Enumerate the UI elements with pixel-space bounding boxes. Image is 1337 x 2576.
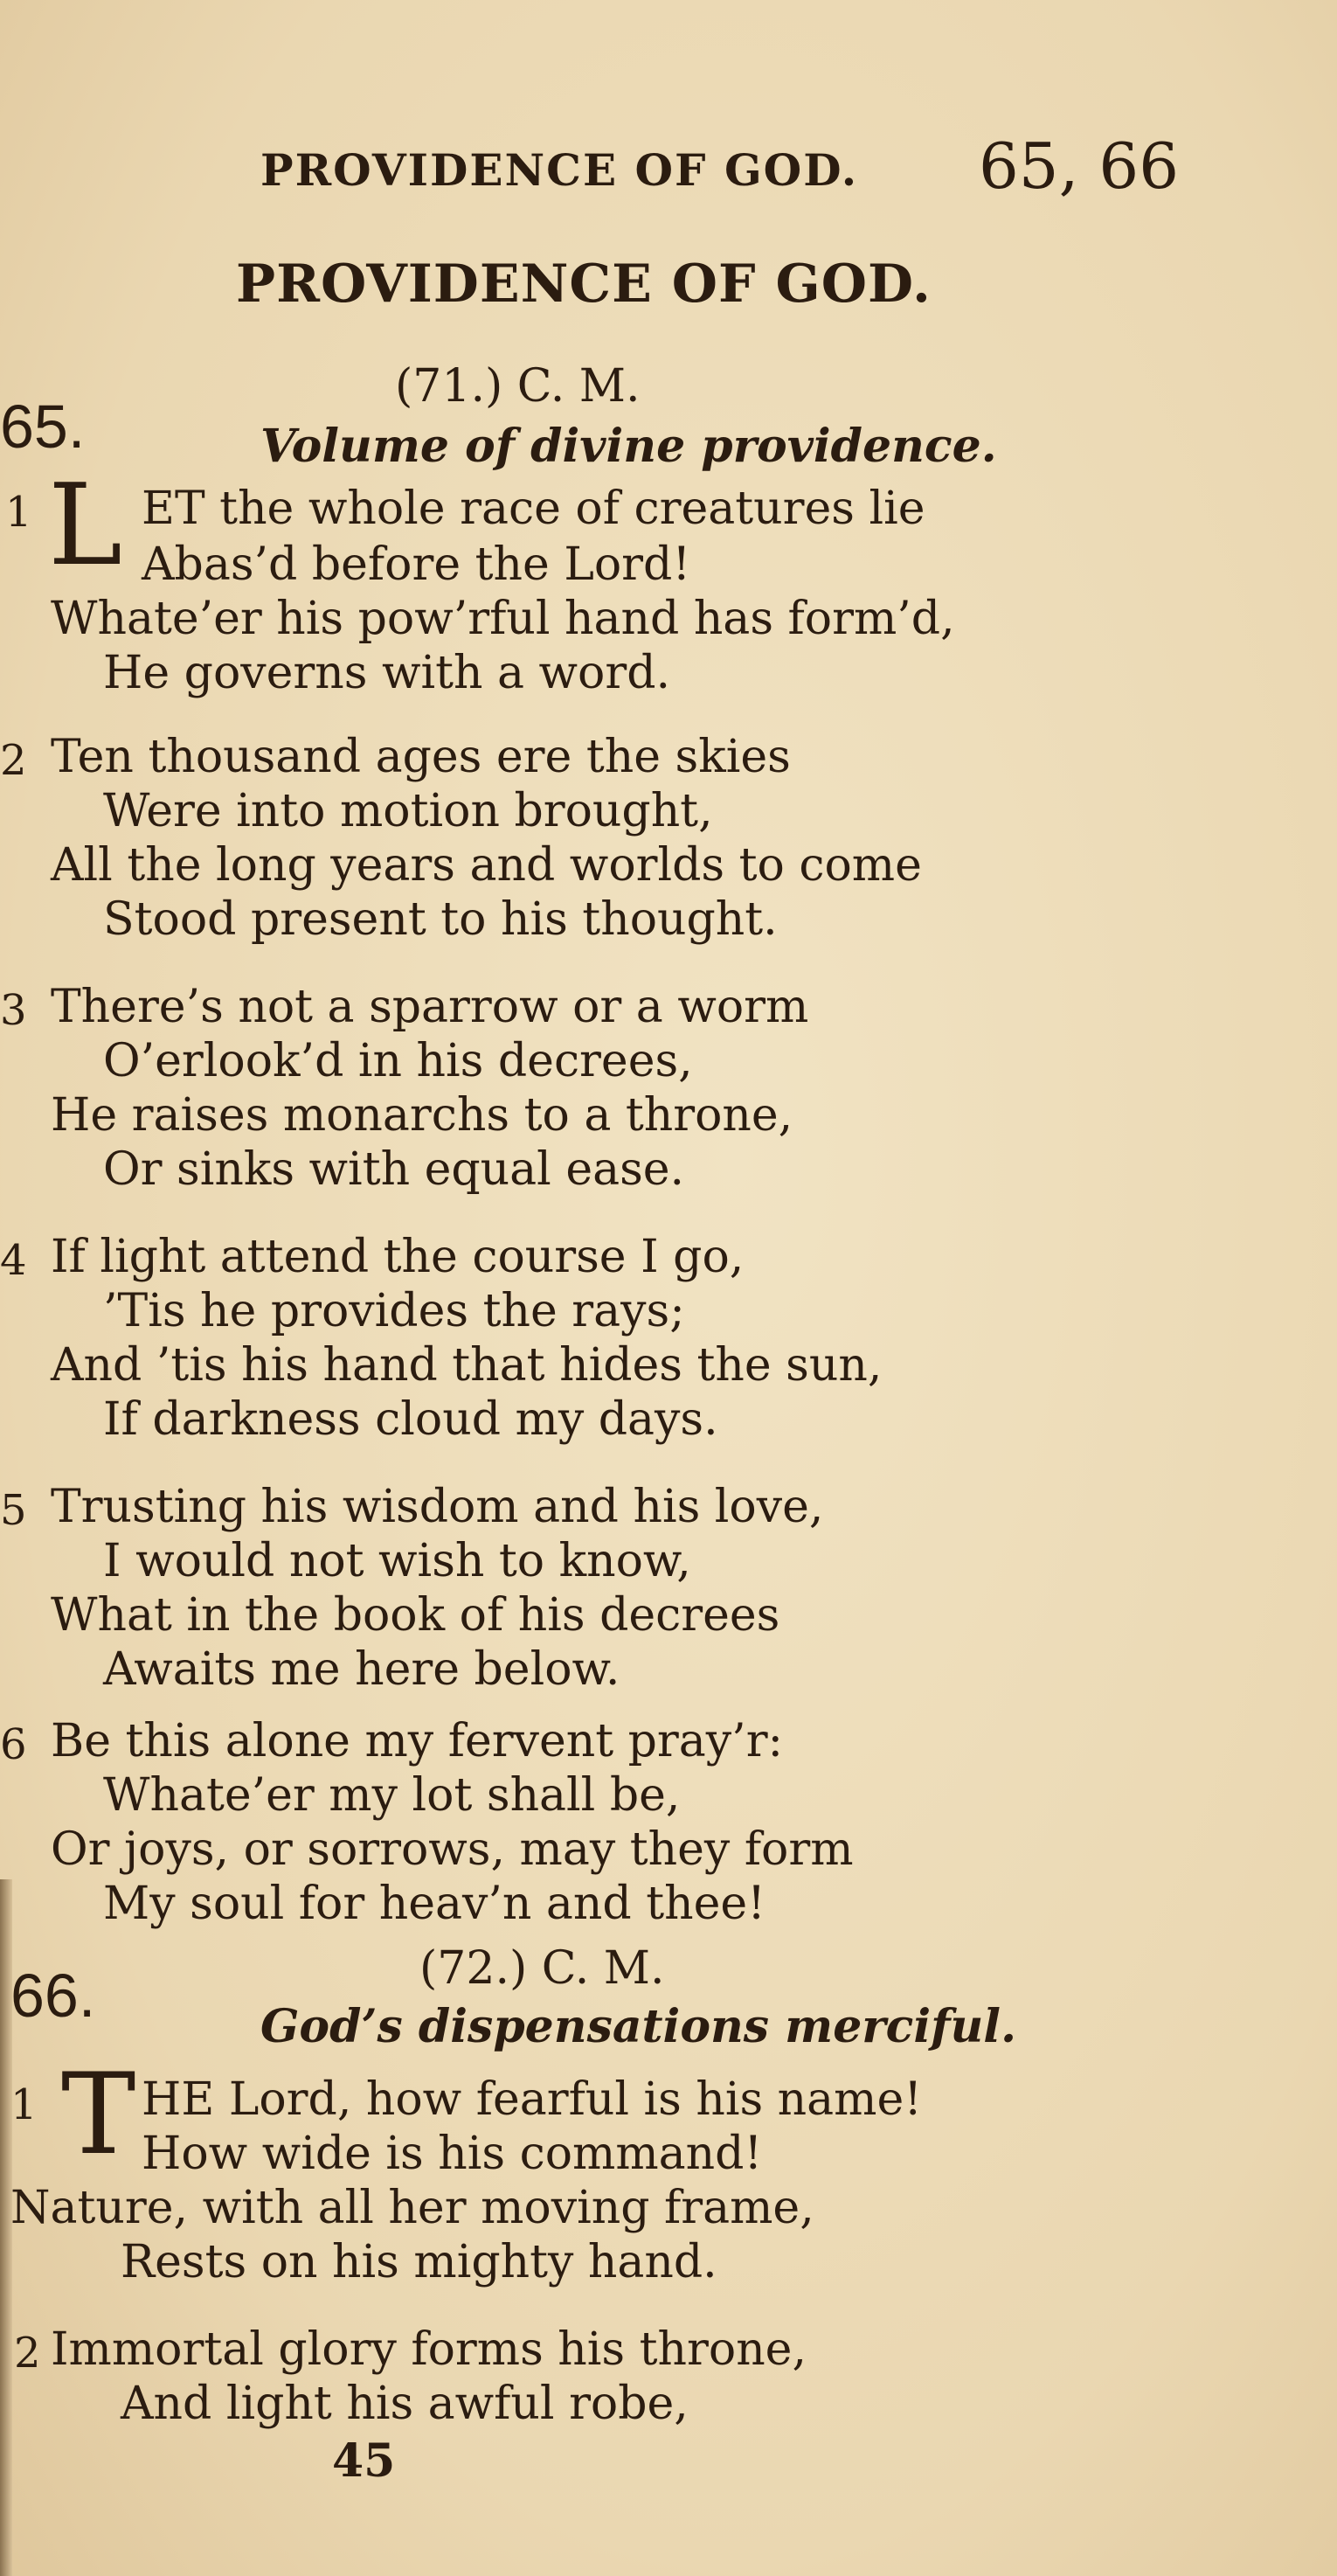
verse-line: Be this alone my fervent pray’r: <box>51 1715 784 1767</box>
hymn-reference: (71.) C. M. <box>395 360 641 413</box>
verse-line: Ten thousand ages ere the skies <box>51 731 791 783</box>
verse-line: Abas’d before the Lord! <box>142 538 691 591</box>
verse-line: He governs with a word. <box>103 647 671 699</box>
verse-line: Immortal glory forms his throne, <box>51 2323 807 2376</box>
verse-line: All the long years and worlds to come <box>51 839 922 892</box>
verse-line: Or joys, or sorrows, may they form <box>51 1823 854 1876</box>
hymn-number: 65. <box>0 392 86 461</box>
hymn-subtitle: Volume of divine providence. <box>260 420 997 473</box>
page-numbers: 65, 66 <box>979 129 1180 203</box>
drop-cap: L <box>48 461 122 591</box>
verse-line: HE Lord, how fearful is his name! <box>142 2073 923 2126</box>
verse-number: 1 <box>10 2080 38 2129</box>
verse-line: O’erlook’d in his decrees, <box>103 1035 693 1087</box>
verse-line: I would not wish to know, <box>103 1535 691 1587</box>
verse-line: And ’tis his hand that hides the sun, <box>51 1339 883 1392</box>
verse-number: 4 <box>0 1236 27 1285</box>
verse-number: 3 <box>0 986 27 1035</box>
verse-line: What in the book of his decrees <box>51 1589 780 1642</box>
verse-line: Nature, with all her moving frame, <box>10 2182 814 2234</box>
verse-line: ET the whole race of creatures lie <box>142 483 925 535</box>
verse-line: Whate’er my lot shall be, <box>103 1769 681 1822</box>
hymn-number: 66. <box>10 1962 96 2030</box>
verse-line: Rests on his mighty hand. <box>121 2236 717 2288</box>
verse-line: There’s not a sparrow or a worm <box>51 981 809 1033</box>
verse-number: 1 <box>5 488 32 537</box>
folio-number: 45 <box>332 2434 396 2488</box>
verse-number: 2 <box>0 736 27 785</box>
verse-line: If darkness cloud my days. <box>103 1393 718 1446</box>
hymn-subtitle: God’s dispensations merciful. <box>260 2000 1017 2053</box>
hymn-reference: (72.) C. M. <box>419 1942 665 1995</box>
verse-number: 5 <box>0 1486 27 1535</box>
verse-line: If light attend the course I go, <box>51 1231 745 1283</box>
verse-line: And light his awful robe, <box>121 2378 689 2430</box>
verse-line: Or sinks with equal ease. <box>103 1143 685 1196</box>
verse-line: How wide is his command! <box>142 2128 763 2180</box>
verse-line: Trusting his wisdom and his love, <box>51 1481 824 1533</box>
verse-line: Were into motion brought, <box>103 785 713 837</box>
verse-line: ’Tis he provides the rays; <box>103 1285 685 1337</box>
verse-number: 2 <box>14 2329 41 2378</box>
verse-line: Stood present to his thought. <box>103 893 778 946</box>
verse-line: Awaits me here below. <box>103 1643 620 1696</box>
drop-cap: T <box>61 2050 136 2180</box>
verse-number: 6 <box>0 1720 27 1769</box>
verse-line: He raises monarchs to a throne, <box>51 1089 793 1142</box>
running-title: PROVIDENCE OF GOD. <box>260 144 859 196</box>
verse-line: My soul for heav’n and thee! <box>103 1878 766 1930</box>
section-title: PROVIDENCE OF GOD. <box>236 253 932 315</box>
verse-line: Whate’er his pow’rful hand has form’d, <box>51 593 955 645</box>
